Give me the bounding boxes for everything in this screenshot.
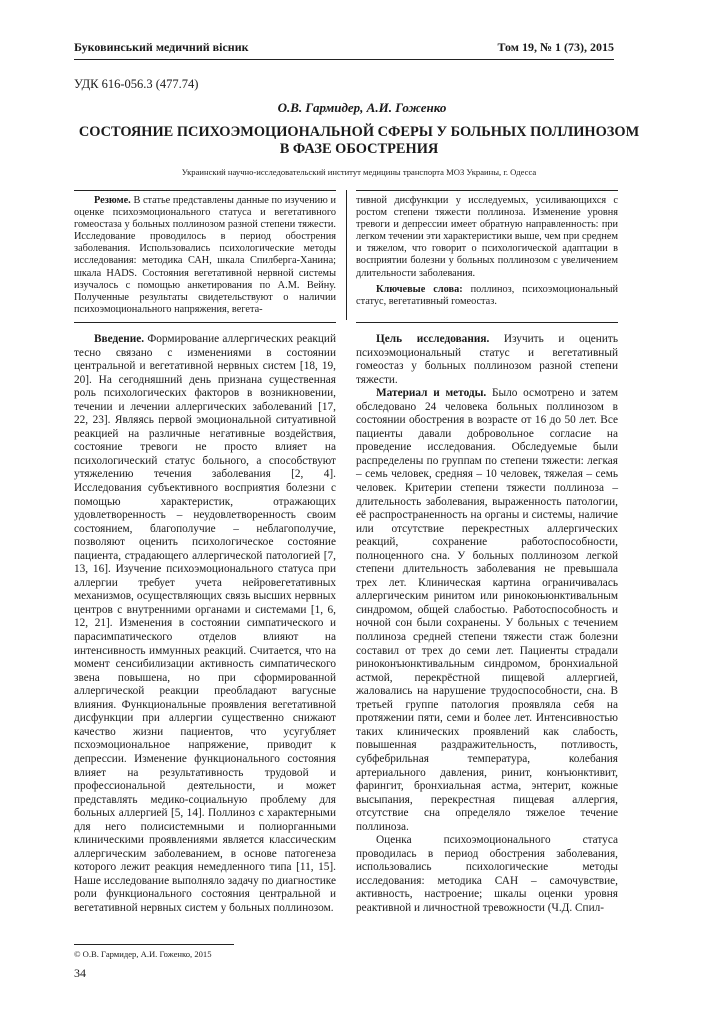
udk-code: УДК 616-056.3 (477.74) (74, 77, 199, 91)
authors: О.В. Гармидер, А.И. Гоженко (277, 100, 447, 115)
abstract-left (74, 195, 336, 316)
abstract-right (356, 195, 618, 308)
assessment-text: Оценка психоэмоционального статуса проводилась в период обострения заболевания, использовались психологические методы исследования: методика САН – самочувствие, активность, настроение; шкалы оценки уровня реактивной и личностной тревожности (Ч.Д. Спил- (356, 834, 618, 914)
abstract-label: Резюме. (94, 195, 131, 206)
affiliation: Украинский научно-исследовательский институт медицины транспорта МОЗ Украины, г. Одесса (181, 167, 537, 177)
journal-name: Буковинський медичний вісник (74, 40, 249, 54)
abstract-text-2: тивной дисфункции у исследуемых, усиливающихся с ростом степени тяжести поллиноза. Изменение уровня тревоги и депрессии имеет обратную направленность: при легком течении эти характеристики выше, чем при среднем и тяжелом, что говорит о психологической адаптации в восприятии болезни у больных поллинозом с увеличением длительности заболевания. (356, 195, 618, 279)
methods-text: Было осмотрено и затем обследовано 24 человека больных поллинозом в состоянии обострения в возрасте от 16 до 50 лет. Все пациенты давали добровольное согласие на проведение исследования. Обследуемые были распределены по группам по степени тяжести: легкая – семь человек, средняя – 10 человек, тяжелая – семь человек. Критерии степени тяжести поллиноза – длительность заболевания, выраженность патологии, её распространенность на органы и системы, наличие или отсутствие перекрестных аллергических реакций, сохранение работоспособности, полноценного сна. У больных поллинозом легкой степени длительность заболевания не превышала трех лет. Клиническая картина ограничивалась аллергическим ринитом или ринокоњюнктивальным синдромом, общей слабостью. Работоспособность и ночной сон были сохранены. У больных с течением поллиноза средней степени тяжести стаж болезни составил от трех до семи лет. Пациенты страдали риноконъюнктивальным синдромом, бронхиальной астмой, перекрёстной пищевой аллергией, жаловались на нарушение трудоспособности, сна. В третьей группе патология проявляла себя на протяжении пяти, семи и более лет. Интенсивностью таких клинических проявлений как слабость, повышенная раздражительность, потливость, субфебрильная температура, колебания артериального давления, ринит, конъюнктивит, фарингит, бронхиальная астма, энтерит, кожные высыпания, перекрестная пищевая аллергия, отсутствие сна определяло тяжелое течение поллиноза. (356, 387, 618, 833)
intro-label: Введение. (94, 333, 145, 345)
header-rule (74, 59, 614, 60)
intro-text: Формирование аллергических реакций тесно связано с изменениями в состоянии центральной и вегетативной нервных систем [18, 19, 20]. На сегодняшний день признана существенная роль психологических факторов в возникновении, течении и лечении аллергических заболеваний [17, 22, 23]. Являясь первой эмоциональной ситуативной реакцией на различные негативные воздействия, состояние тревоги не просто влияет на психологический статус больного, а способствуют утяжелению течения заболевания [2, 4]. Исследования субъективного восприятия болезни с помощью характеристик, отражающих удовлетворенность – неудовлетворенность своим состоянием, благополучие – неблагополучие, позволяют оценить психологическое состояние пациента, страдающего аллергической патологией [7, 13, 16]. Изучение психоэмоционального статуса при аллергии требует учета нейровегетативных механизмов, осуществляющих связь высших нервных центров с внутренними органами и системами [1, 6, 12, 21]. Изменения в состоянии симпатического и парасимпатического отделов влияют на интенсивность иммунных реакций. Считается, что на момент сенсибилизации активность симпатического звена повышена, но при сформированной аллергической реакции преобладают вагусные влияния. Функциональные проявления вегетативной дисфункции при аллергии существенно снижают качество жизни пациентов, что усугубляет псхоэмоциональное напряжение, приводит к депрессии. Изменение функционального состояния влияет на результативность трудовой и профессиональной деятельности, и может представлять медико-социальную проблему для больных аллергией [5, 14]. Поллиноз с характерными для него полисистемными и полиорганными клиническими проявлениями является классическим аллергическим заболеванием, в основе патогенеза которого лежит реакция немедленного типа [11, 15]. Наше исследование выполняло задачу по диагностике роли функционального состояния центральной и вегетативной нервных систем у больных поллинозом. (74, 333, 337, 914)
abstract-top-rule (74, 190, 336, 191)
keywords-label: Ключевые слова: (376, 283, 463, 295)
body-column-left (74, 333, 336, 916)
abstract-divider (346, 190, 347, 320)
keywords: поллиноз, психоэмоциональный статус, вегетативный гомеостаз. (356, 283, 619, 307)
abstract-bottom-rule-right (356, 322, 618, 323)
abstract-bottom-rule (74, 322, 336, 323)
aim-label: Цель исследования. (376, 333, 490, 345)
aim-text: Изучить и оценить психоэмоциональный статус и вегетативный гомеостаз у больных поллинозом разной степени тяжести. (356, 333, 618, 386)
footnote-rule (74, 944, 234, 945)
journal-volume: Том 19, № 1 (73), 2015 (497, 40, 614, 54)
abstract-text-1: В статье представлены данные по изучению и оценке психоэмоционального статуса и вегетативного гомеостаза у больных поллинозом разной степени тяжести. Исследование проводилось в период обострения заболевания. Использовались психологические методы исследования: методика САН, шкала Спилберга-Ханина; шкала HADS. Состояния вегетативной нервной системы изучалось с помощью анкетирования по А.М. Вейну. Полученные результаты свидетельствуют о наличии психоэмоционального напряжения, вегета- (74, 195, 336, 315)
methods-label: Материал и методы. (376, 387, 487, 400)
abstract-top-rule-right (356, 190, 618, 191)
article-title: СОСТОЯНИЕ ПСИХОЭМОЦИОНАЛЬНОЙ СФЕРЫ У БОЛЬНЫХ ПОЛЛИНОЗОМ В ФАЗЕ ОБОСТРЕНИЯ (78, 124, 640, 157)
page-number: 34 (74, 966, 86, 980)
body-column-right (356, 333, 618, 916)
copyright: © О.В. Гармидер, А.И. Гоженко, 2015 (74, 949, 212, 959)
